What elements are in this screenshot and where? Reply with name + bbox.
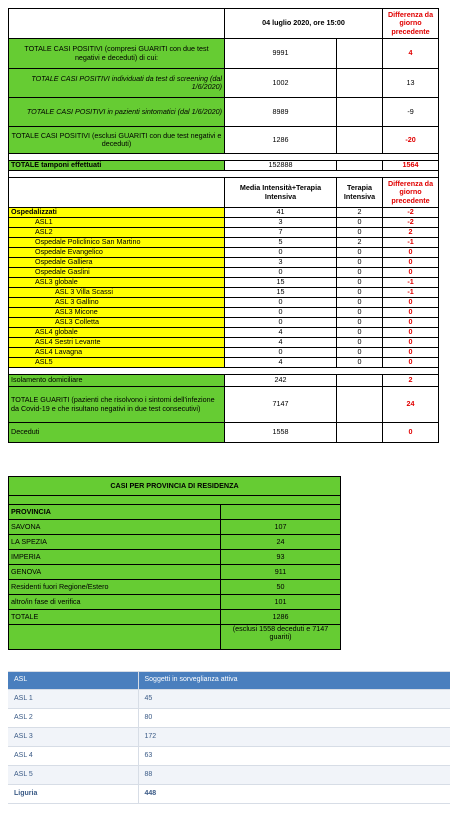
hospital-label: Ospedale Policlinico San Martino	[9, 238, 225, 248]
province-label: Residenti fuori Regione/Estero	[9, 580, 221, 595]
province-value: 93	[221, 550, 341, 565]
summary-value: 1002	[225, 69, 337, 98]
province-row	[9, 520, 341, 535]
hospital-label: Ospedale Gaslini	[9, 268, 225, 278]
hospital-media: 0	[225, 268, 337, 278]
tamponi-diff: 1564	[383, 161, 439, 171]
province-value: 911	[221, 565, 341, 580]
hospital-diff: 2	[383, 228, 439, 238]
summary-label: TOTALE CASI POSITIVI individuati da test di screening (dal 1/6/2020)	[9, 69, 225, 98]
hospital-diff: 0	[383, 308, 439, 318]
surveillance-asl: ASL 1	[8, 690, 138, 709]
hospital-media: 0	[225, 308, 337, 318]
hospital-media: 4	[225, 328, 337, 338]
tamponi-label: TOTALE tamponi effettuati	[9, 161, 225, 171]
main-bulletin-table	[8, 8, 439, 443]
hospital-ti: 0	[337, 328, 383, 338]
col-media-header: Media Intensità+Terapia Intensiva	[225, 178, 337, 208]
hospital-diff: 0	[383, 338, 439, 348]
col-soggetti-header: Soggetti in sorveglianza attiva	[138, 672, 450, 690]
hospital-row	[9, 248, 439, 258]
surveillance-asl: ASL 4	[8, 747, 138, 766]
surveillance-asl: Liguria	[8, 785, 138, 804]
hospital-diff: 0	[383, 248, 439, 258]
surveillance-value: 63	[138, 747, 450, 766]
hospital-row	[9, 238, 439, 248]
hospital-row	[9, 308, 439, 318]
hospital-media: 3	[225, 258, 337, 268]
surveillance-table	[8, 671, 450, 804]
hospital-label: ASL4 Lavagna	[9, 348, 225, 358]
summary-label: TOTALE CASI POSITIVI (esclusi GUARITI con due test negativi e deceduti)	[9, 127, 225, 154]
hospital-label: ASL 3 Villa Scassi	[9, 288, 225, 298]
hospital-diff: 0	[383, 318, 439, 328]
summary-row	[9, 39, 439, 69]
hospital-diff: 0	[383, 348, 439, 358]
hospital-row	[9, 298, 439, 308]
deceduti-row	[9, 423, 439, 443]
surveillance-value: 45	[138, 690, 450, 709]
province-label: SAVONA	[9, 520, 221, 535]
summary-diff: -9	[383, 98, 439, 127]
hospital-diff: 0	[383, 328, 439, 338]
surveillance-value: 448	[138, 785, 450, 804]
province-label: altro/in fase di verifica	[9, 595, 221, 610]
guariti-diff: 24	[383, 387, 439, 423]
hospital-label: ASL3 globale	[9, 278, 225, 288]
province-value: 24	[221, 535, 341, 550]
province-value: 107	[221, 520, 341, 535]
surveillance-row	[8, 766, 450, 785]
surveillance-row	[8, 709, 450, 728]
province-value: 1286	[221, 610, 341, 625]
hospital-ti: 2	[337, 238, 383, 248]
surveillance-value: 172	[138, 728, 450, 747]
summary-diff: 4	[383, 39, 439, 69]
hospital-row	[9, 228, 439, 238]
hospital-row	[9, 268, 439, 278]
hospital-media: 41	[225, 208, 337, 218]
hospital-diff: 0	[383, 358, 439, 368]
summary-diff: -20	[383, 127, 439, 154]
surveillance-row	[8, 728, 450, 747]
hospital-header-row	[9, 178, 439, 208]
surveillance-total-row	[8, 785, 450, 804]
hospital-row	[9, 328, 439, 338]
hospital-ti: 0	[337, 348, 383, 358]
hospital-ti: 0	[337, 258, 383, 268]
hospital-row	[9, 338, 439, 348]
hospital-row	[9, 258, 439, 268]
isolamento-row	[9, 375, 439, 387]
diff-header: Differenza da giorno precedente	[383, 9, 439, 39]
tamponi-row	[9, 161, 439, 171]
hospital-media: 0	[225, 248, 337, 258]
hospital-media: 0	[225, 298, 337, 308]
province-row	[9, 565, 341, 580]
province-row	[9, 580, 341, 595]
province-label: TOTALE	[9, 610, 221, 625]
hospital-label: ASL3 Micone	[9, 308, 225, 318]
hospital-media: 0	[225, 348, 337, 358]
hospital-row	[9, 318, 439, 328]
hospital-diff: -1	[383, 238, 439, 248]
province-label: GENOVA	[9, 565, 221, 580]
surveillance-asl: ASL 5	[8, 766, 138, 785]
guariti-label: TOTALE GUARITI (pazienti che risolvono i sintomi dell'infezione da Covid-19 e che risultano negativi in due test consecutivi)	[9, 387, 225, 423]
hospital-media: 3	[225, 218, 337, 228]
hospital-row	[9, 358, 439, 368]
deceduti-value: 1558	[225, 423, 337, 443]
hospital-ti: 0	[337, 288, 383, 298]
hospital-media: 15	[225, 288, 337, 298]
surveillance-asl: ASL 3	[8, 728, 138, 747]
summary-value: 1286	[225, 127, 337, 154]
hospital-label: Ospedale Evangelico	[9, 248, 225, 258]
hospital-ti: 0	[337, 308, 383, 318]
deceduti-label: Deceduti	[9, 423, 225, 443]
hospital-media: 0	[225, 318, 337, 328]
hospital-diff: -1	[383, 288, 439, 298]
hospital-diff: 0	[383, 268, 439, 278]
summary-label: TOTALE CASI POSITIVI (compresi GUARITI con due test negativi e deceduti) di cui:	[9, 39, 225, 69]
tamponi-value: 152888	[225, 161, 337, 171]
hospital-ti: 0	[337, 278, 383, 288]
hospital-label: Ospedalizzati	[9, 208, 225, 218]
hospital-label: ASL4 globale	[9, 328, 225, 338]
surveillance-value: 88	[138, 766, 450, 785]
summary-label: TOTALE CASI POSITIVI in pazienti sintomatici (dal 1/6/2020)	[9, 98, 225, 127]
province-label: IMPERIA	[9, 550, 221, 565]
col-asl-header: ASL	[8, 672, 138, 690]
hospital-diff: -1	[383, 278, 439, 288]
surveillance-asl: ASL 2	[8, 709, 138, 728]
hospital-diff: -2	[383, 208, 439, 218]
hospital-row	[9, 218, 439, 228]
province-row	[9, 550, 341, 565]
hospital-media: 4	[225, 338, 337, 348]
hospital-ti: 0	[337, 228, 383, 238]
province-header: PROVINCIA	[9, 505, 221, 520]
province-value: 101	[221, 595, 341, 610]
hospital-label: ASL3 Colletta	[9, 318, 225, 328]
summary-value: 9991	[225, 39, 337, 69]
isolamento-value: 242	[225, 375, 337, 387]
province-total-row	[9, 610, 341, 625]
hospital-ti: 0	[337, 298, 383, 308]
hospital-diff: 0	[383, 298, 439, 308]
hospital-ti: 0	[337, 318, 383, 328]
hospital-label: ASL2	[9, 228, 225, 238]
hospital-ti: 0	[337, 358, 383, 368]
col-ti-header: Terapia Intensiva	[337, 178, 383, 208]
province-row	[9, 595, 341, 610]
province-title: CASI PER PROVINCIA DI RESIDENZA	[9, 477, 341, 496]
hospital-media: 7	[225, 228, 337, 238]
surveillance-header-row	[8, 672, 450, 690]
province-row	[9, 535, 341, 550]
summary-row	[9, 69, 439, 98]
hospital-media: 5	[225, 238, 337, 248]
isolamento-diff: 2	[383, 375, 439, 387]
summary-diff: 13	[383, 69, 439, 98]
hospital-ti: 0	[337, 268, 383, 278]
hospital-label: ASL4 Sestri Levante	[9, 338, 225, 348]
summary-row	[9, 98, 439, 127]
surveillance-row	[8, 747, 450, 766]
hospital-diff: -2	[383, 218, 439, 228]
hospital-label: Ospedale Galliera	[9, 258, 225, 268]
hospital-media: 4	[225, 358, 337, 368]
surveillance-row	[8, 690, 450, 709]
surveillance-value: 80	[138, 709, 450, 728]
hospital-ti: 0	[337, 248, 383, 258]
province-value: 50	[221, 580, 341, 595]
hospital-row	[9, 348, 439, 358]
province-note: (esclusi 1558 deceduti e 7147 guariti)	[221, 625, 341, 650]
hospital-label: ASL5	[9, 358, 225, 368]
isolamento-label: Isolamento domiciliare	[9, 375, 225, 387]
hospital-row	[9, 208, 439, 218]
guariti-row	[9, 387, 439, 423]
hospital-row	[9, 288, 439, 298]
hospital-ti: 2	[337, 208, 383, 218]
hospital-label: ASL 3 Gallino	[9, 298, 225, 308]
hospital-media: 15	[225, 278, 337, 288]
hospital-row	[9, 278, 439, 288]
report-date: 04 luglio 2020, ore 15:00	[225, 9, 383, 39]
hospital-ti: 0	[337, 218, 383, 228]
province-table	[8, 476, 341, 650]
hospital-diff: 0	[383, 258, 439, 268]
summary-value: 8989	[225, 98, 337, 127]
summary-row	[9, 127, 439, 154]
guariti-value: 7147	[225, 387, 337, 423]
province-label: LA SPEZIA	[9, 535, 221, 550]
deceduti-diff: 0	[383, 423, 439, 443]
hospital-ti: 0	[337, 338, 383, 348]
hospital-label: ASL1	[9, 218, 225, 228]
col-diff-header: Differenza da giorno precedente	[383, 178, 439, 208]
